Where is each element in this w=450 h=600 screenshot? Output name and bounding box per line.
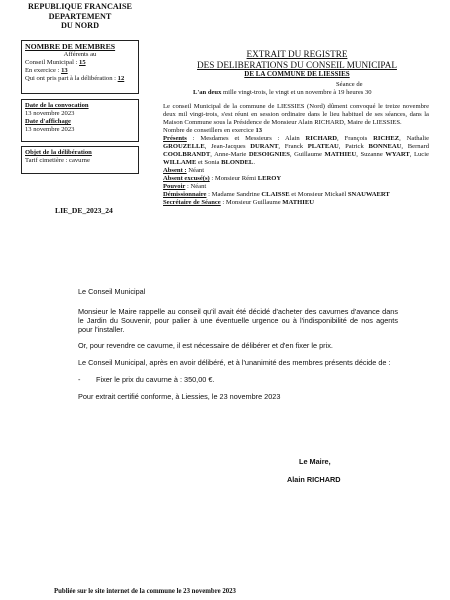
inoffice-value: 13: [255, 127, 263, 134]
extract-line-2: DES DELIBERATIONS DU CONSEIL MUNICIPAL: [197, 59, 397, 70]
convocation-text: Le conseil Municipal de la commune de LIESSIES (Nord) dûment convoqué le treize novembre deux mil vingt-trois, s'est réuni en session ordinaire dans le lieu habituel de ses séances, dans la Maison Commune sous la Présidence de Monsieur Alain RICHARD, Maire de LIESSIES.: [163, 103, 429, 126]
object-value: Tarif cimetière : cavurne: [25, 157, 90, 164]
certified-line: Pour extrait certifié conforme, à Liessies, le 23 novembre 2023: [78, 391, 281, 401]
deliberation-body: [78, 308, 398, 402]
body-paragraph-2: Or, pour revendre ce cavurne, il est nécessaire de délibérer et d'en fixer le prix.: [78, 341, 333, 351]
members-council-value: 15: [79, 59, 86, 66]
members-inoffice-value: 13: [61, 67, 68, 74]
members-tookpart-line: Qui ont pris part à la délibération : 12: [25, 75, 125, 82]
object-box: [21, 146, 139, 174]
display-date-value: 13 novembre 2023: [25, 126, 75, 133]
absent-line: Absent : Néant: [163, 167, 205, 174]
secretary-line: Secrétaire de Séance : Monsieur Guillaume MATHIEU: [163, 199, 315, 206]
display-date-label: Date d'affichage: [25, 118, 71, 125]
members-council-line: Conseil Municipal : 15: [25, 59, 86, 66]
members-inoffice-line: En exercice : 13: [25, 67, 68, 74]
extract-line-3: DE LA COMMUNE DE LIESSIES: [244, 70, 350, 78]
body-paragraph-3: Le Conseil Municipal, après en avoir délibéré, et à l'unanimité des membres présents décide de :: [78, 358, 391, 368]
members-box-title: NOMBRE DE MEMBRES: [25, 42, 116, 51]
seance-label: Séance de: [336, 81, 363, 88]
convocation-date-value: 13 novembre 2023: [25, 110, 75, 117]
mayor-name: Alain RICHARD: [287, 475, 341, 484]
mayor-role: Le Maire,: [299, 457, 331, 466]
members-box: [21, 40, 139, 94]
resignation-line: Démissionnaire : Madame Sandrine CLAISSE et Monsieur Mickaël SNAUWAERT: [163, 191, 390, 198]
body-bullet: - Fixer le prix du cavurne à : 350,00 €.: [78, 374, 215, 384]
object-label: Objet de la délibération: [25, 149, 92, 156]
present-line: Présents : Mesdames et Messieurs : Alain RICHARD, François RICHEZ, Nathalie GROUZELLE, Jean-Jacques DURANT, Franck PLATEAU, Patrick BONNEAU, Bernard COOLBRANDT, Anne-Marie DESOIGNIES, Guillaume MATHIEU, Suzanne WYART, Lucie WILLAME et Sonia BLONDEL.: [163, 135, 430, 166]
republic-title: REPUBLIQUE FRANCAISE: [28, 2, 132, 11]
members-affected: Afférents au: [63, 51, 97, 58]
convocation-date-label: Date de la convocation: [25, 102, 89, 109]
convocation-box: [21, 99, 139, 142]
publication-footer: Publiée sur le site internet de la commune le 23 novembre 2023: [54, 588, 236, 595]
republic-header: [21, 2, 139, 31]
inoffice-line: Nombre de conseillers en exercice 13: [163, 127, 263, 134]
extract-line-1: EXTRAIT DU REGISTRE: [246, 49, 348, 59]
excused-line: Absent excusé(s) : Monsieur Rémi LEROY: [163, 175, 282, 182]
extract-title: [162, 49, 432, 79]
members-tookpart-value: 12: [117, 75, 125, 82]
council-heading: Le Conseil Municipal: [78, 287, 146, 296]
attendance-block: [163, 103, 429, 207]
seance-date-line: L'an deux mille vingt-trois, le vingt et un novembre à 19 heures 30: [193, 89, 372, 96]
deliberation-reference: LIE_DE_2023_24: [55, 206, 113, 215]
body-paragraph-1: Monsieur le Maire rappelle au conseil qu'il avait été décidé d'acheter des cavurnes d'avance dans le Jardin du Souvenir, pour palier à une éventuelle urgence ou à l'indisponibilité de nos agents pour l'installer.: [78, 307, 398, 334]
nord-title: DU NORD: [61, 21, 99, 31]
departement-title: DEPARTEMENT: [48, 11, 112, 21]
power-line: Pouvoir : Néant: [163, 183, 207, 190]
